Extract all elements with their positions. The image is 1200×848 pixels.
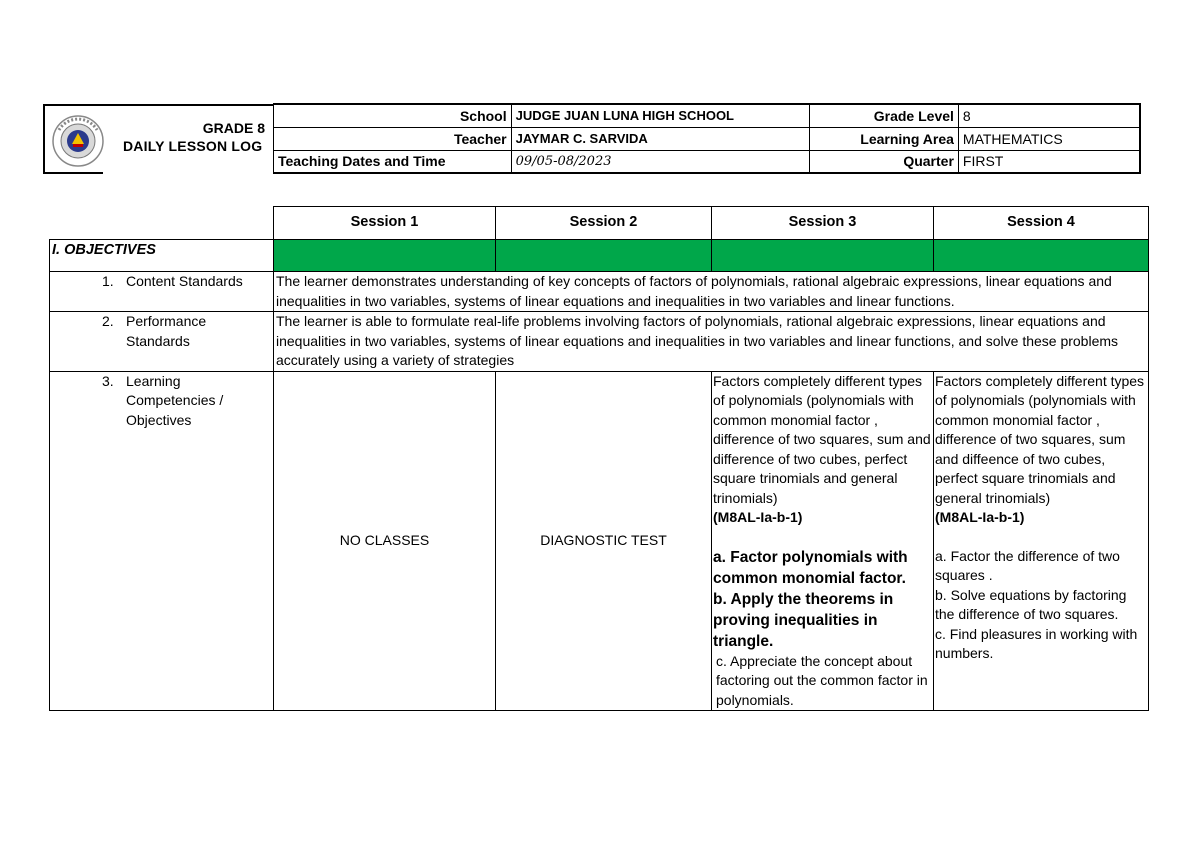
- objectives-heading-row: [50, 240, 1149, 272]
- header-row-school: [274, 104, 1141, 127]
- header-title-block: [43, 104, 273, 174]
- objectives-green-cell: [274, 240, 496, 272]
- performance-standards-text: The learner is able to formulate real-life problems involving factors of polynomials, rational algebraic expressions, linear equations and inequalities in two variables, systems of linear equations and inequalities in two variables and linear functions, and solve these problems accurately using a variety of strategies: [274, 312, 1149, 372]
- quarter-label: Quarter: [810, 150, 959, 173]
- dates-value: 09/05-08/2023: [511, 150, 810, 173]
- grade-title: GRADE 8: [202, 120, 265, 136]
- spacer: [713, 528, 932, 547]
- performance-standards-row: [50, 312, 1149, 372]
- empty-corner-cell: [50, 207, 274, 240]
- objectives-green-cell: [712, 240, 934, 272]
- session-3-header: Session 3: [712, 207, 934, 240]
- header-row-dates: [274, 150, 1141, 173]
- quarter-value: FIRST: [958, 150, 1140, 173]
- learning-area-value: MATHEMATICS: [958, 127, 1140, 150]
- school-label: School: [274, 104, 512, 127]
- spacer: [935, 528, 1147, 547]
- content-standards-row: [50, 272, 1149, 312]
- content-standards-number: 1.: [102, 273, 114, 289]
- competencies-label: Learning Competencies / Objectives: [126, 372, 224, 428]
- deped-seal-icon: [51, 114, 105, 168]
- header-border: [43, 104, 45, 174]
- session-4-objective-a: a. Factor the difference of two squares .: [935, 547, 1120, 583]
- objectives-green-cell: [496, 240, 712, 272]
- competencies-number: 3.: [102, 372, 114, 389]
- session-2-header: Session 2: [496, 207, 712, 240]
- header-row-teacher: [274, 127, 1141, 150]
- session-3-code: (M8AL-Ia-b-1): [713, 509, 803, 525]
- session-2-competency: DIAGNOSTIC TEST: [496, 371, 712, 711]
- grade-level-value: 8: [958, 104, 1140, 127]
- content-standards-label: Content Standards: [126, 273, 243, 289]
- header-info-table: [273, 103, 1141, 174]
- dates-label: Teaching Dates and Time: [274, 150, 512, 173]
- session-header-row: [50, 207, 1149, 240]
- learning-area-label: Learning Area: [810, 127, 959, 150]
- session-4-objective-c: c. Find pleasures in working with numbers.: [935, 625, 1138, 661]
- session-4-objective-b: b. Solve equations by factoring the difference of two squares.: [935, 586, 1127, 622]
- lesson-table: [49, 206, 1149, 711]
- header-border: [43, 172, 103, 174]
- performance-standards-label: Performance Standards: [126, 313, 207, 349]
- content-standards-label-cell: [50, 272, 274, 312]
- teacher-label: Teacher: [274, 127, 512, 150]
- session-3-objective-c: c. Appreciate the concept about factoring out the common factor in polynomials.: [716, 652, 928, 708]
- session-4-code: (M8AL-Ia-b-1): [935, 509, 1025, 525]
- content-standards-text: The learner demonstrates understanding of key concepts of factors of polynomials, rational algebraic expressions, linear equations and inequalities in two variables, systems of linear equations and inequalities in two variables and linear functions.: [274, 272, 1149, 312]
- performance-standards-number: 2.: [102, 313, 114, 329]
- header-border: [43, 104, 273, 106]
- session-3-intro: Factors completely different types of polynomials (polynomials with common monomial factor , difference of two squares, sum and difference of two cubes, perfect square trinomials and general trinomials): [713, 372, 931, 506]
- grade-level-label: Grade Level: [810, 104, 959, 127]
- session-1-header: Session 1: [274, 207, 496, 240]
- school-value: JUDGE JUAN LUNA HIGH SCHOOL: [511, 104, 810, 127]
- competencies-row: [50, 371, 1149, 711]
- session-4-header: Session 4: [934, 207, 1149, 240]
- objectives-green-cell: [934, 240, 1149, 272]
- session-3-competency: [712, 371, 934, 711]
- teacher-value: JAYMAR C. SARVIDA: [511, 127, 810, 150]
- session-3-objective-b: b. Apply the theorems in proving inequalities in triangle.: [713, 590, 894, 650]
- session-3-objective-a: a. Factor polynomials with common monomial factor.: [713, 548, 908, 587]
- objectives-heading: I. OBJECTIVES: [50, 240, 274, 272]
- performance-standards-label-cell: [50, 312, 274, 372]
- session-4-intro: Factors completely different types of polynomials (polynomials with common monomial factor , difference of two squares, sum and diffeence of two cubes, perfect square trinomials and general trinomials): [935, 372, 1145, 506]
- session-1-competency: NO CLASSES: [274, 371, 496, 711]
- session-4-competency: [934, 371, 1149, 711]
- competencies-label-cell: [50, 371, 274, 711]
- daily-lesson-log-title: DAILY LESSON LOG: [123, 138, 263, 154]
